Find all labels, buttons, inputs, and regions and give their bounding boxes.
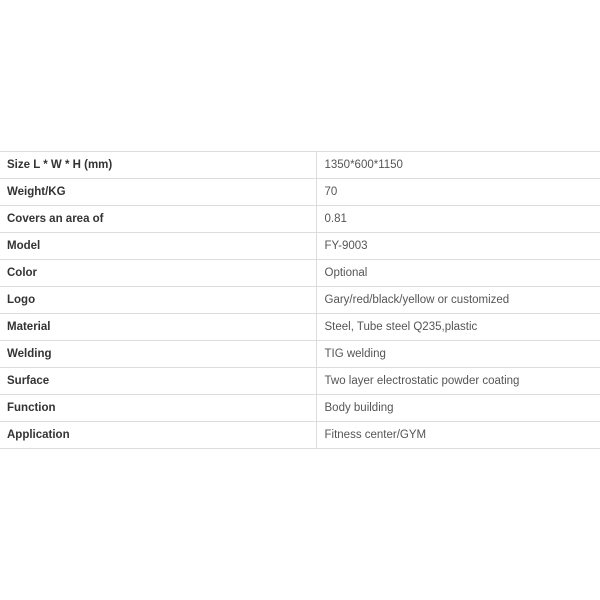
table-row bbox=[0, 422, 600, 449]
spec-label-color: Color bbox=[0, 260, 316, 287]
spec-value-model: FY-9003 bbox=[316, 233, 600, 260]
spec-value-application: Fitness center/GYM bbox=[316, 422, 600, 449]
spec-label-size: Size L * W * H (mm) bbox=[0, 152, 316, 179]
spec-value-weight: 70 bbox=[316, 179, 600, 206]
table-row bbox=[0, 368, 600, 395]
spec-label-material: Material bbox=[0, 314, 316, 341]
spec-label-area: Covers an area of bbox=[0, 206, 316, 233]
spec-value-function: Body building bbox=[316, 395, 600, 422]
spec-label-function: Function bbox=[0, 395, 316, 422]
spec-label-logo: Logo bbox=[0, 287, 316, 314]
table-row bbox=[0, 395, 600, 422]
spec-value-logo: Gary/red/black/yellow or customized bbox=[316, 287, 600, 314]
table-row bbox=[0, 233, 600, 260]
table-row bbox=[0, 314, 600, 341]
spec-value-welding: TIG welding bbox=[316, 341, 600, 368]
spec-value-color: Optional bbox=[316, 260, 600, 287]
table-row bbox=[0, 206, 600, 233]
spec-label-application: Application bbox=[0, 422, 316, 449]
table-row bbox=[0, 287, 600, 314]
table-row bbox=[0, 341, 600, 368]
spec-table bbox=[0, 151, 600, 449]
table-row bbox=[0, 152, 600, 179]
spec-label-model: Model bbox=[0, 233, 316, 260]
spec-label-weight: Weight/KG bbox=[0, 179, 316, 206]
spec-table-body bbox=[0, 152, 600, 449]
spec-value-area: 0.81 bbox=[316, 206, 600, 233]
table-row bbox=[0, 179, 600, 206]
spec-label-welding: Welding bbox=[0, 341, 316, 368]
spec-value-size: 1350*600*1150 bbox=[316, 152, 600, 179]
spec-label-surface: Surface bbox=[0, 368, 316, 395]
spec-value-material: Steel, Tube steel Q235,plastic bbox=[316, 314, 600, 341]
spec-value-surface: Two layer electrostatic powder coating bbox=[316, 368, 600, 395]
table-row bbox=[0, 260, 600, 287]
